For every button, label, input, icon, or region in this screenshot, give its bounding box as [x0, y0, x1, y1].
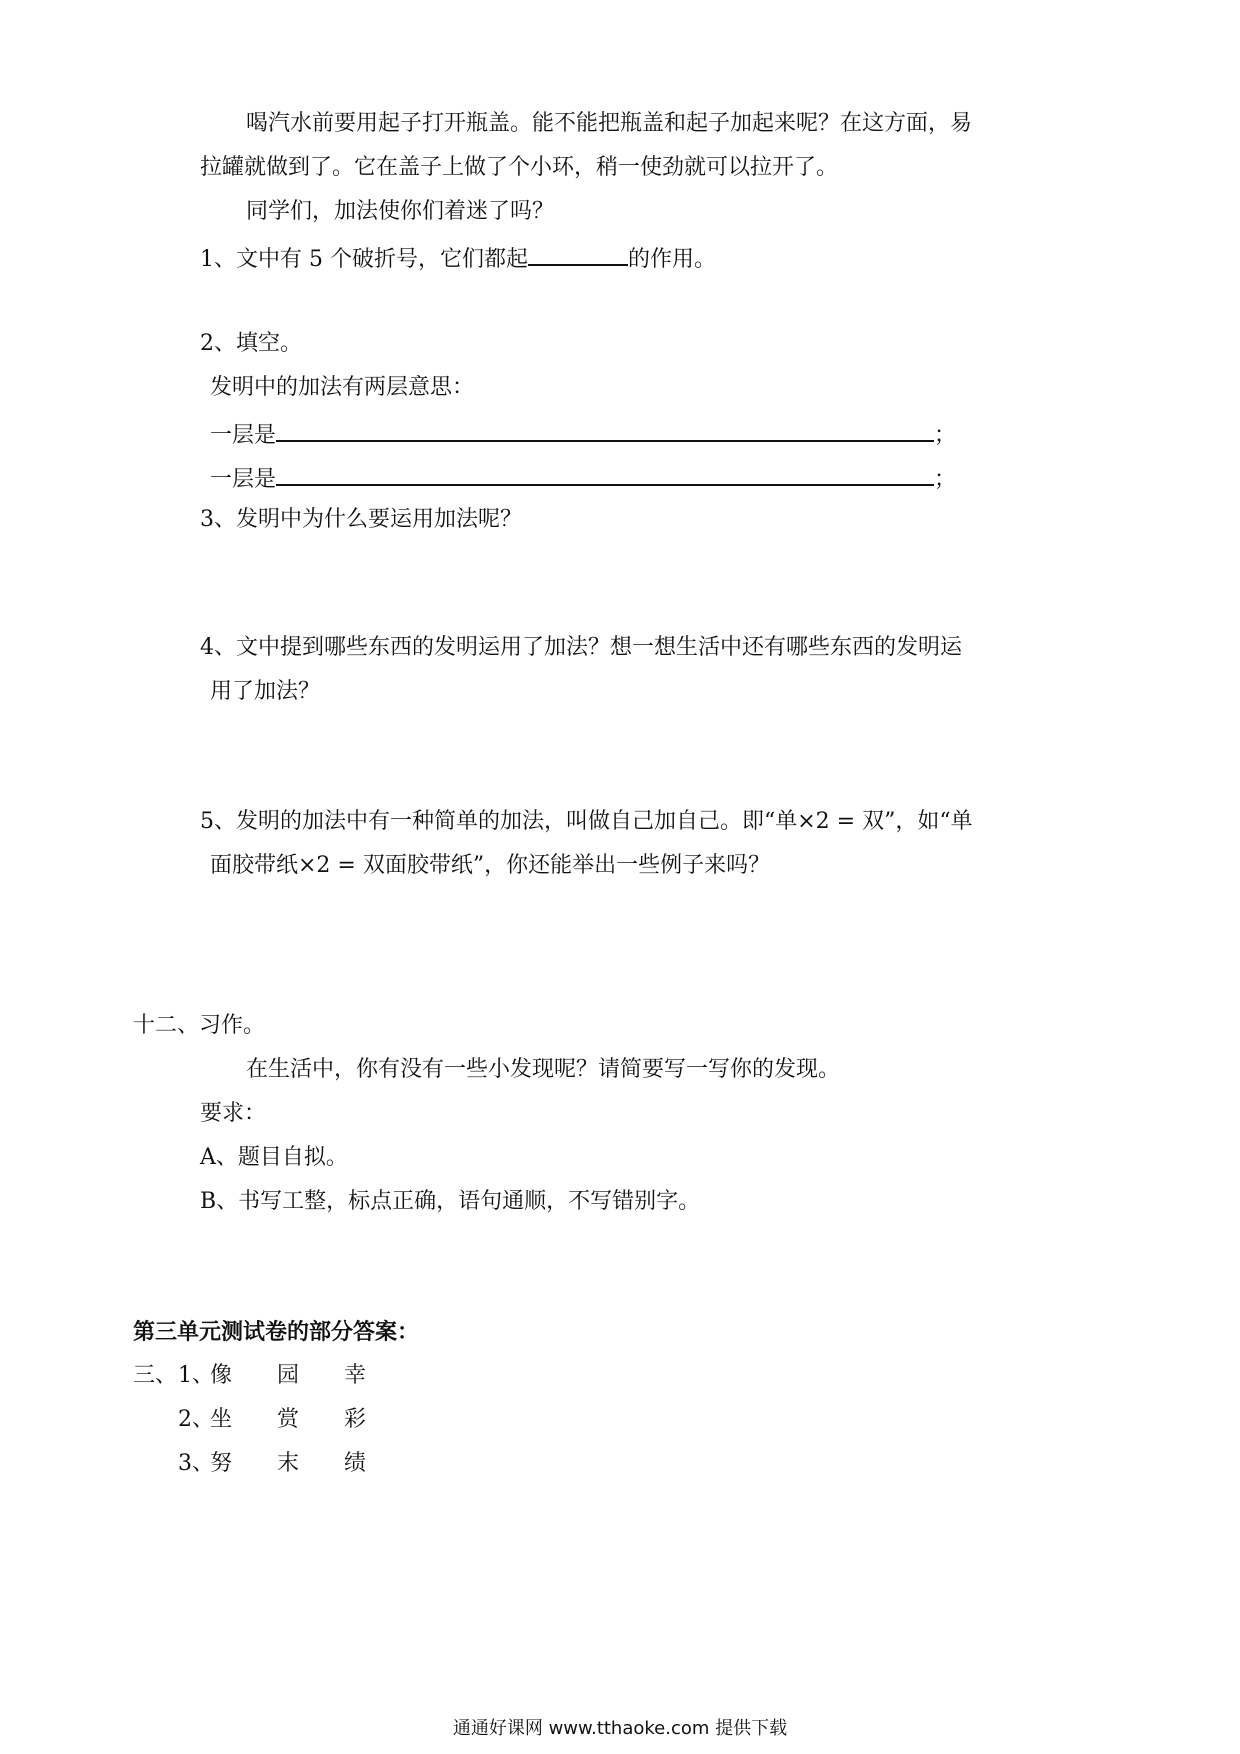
- passage-line: 喝汽水前要用起子打开瓶盖。能不能把瓶盖和起子加起来呢？在这方面，易: [246, 111, 973, 136]
- answer-blank[interactable]: [276, 462, 934, 486]
- passage-line: 同学们，加法使你们着迷了吗？: [246, 199, 555, 224]
- answer-char: 幸: [344, 1363, 367, 1388]
- composition-requirement-a: A、题目自拟。: [200, 1145, 348, 1170]
- question-1-text: 1、文中有 5 个破折号，它们都起: [200, 247, 528, 272]
- answer-blank[interactable]: [528, 242, 628, 266]
- answer-char: 彩: [344, 1407, 367, 1432]
- page-footer: 通通好课网 www.tthaoke.com 提供下载: [452, 1718, 788, 1739]
- answer-blank[interactable]: [276, 418, 934, 442]
- question-5-line: 5、发明的加法中有一种简单的加法，叫做自己加自己。即“单×2 = 双”，如“单: [200, 809, 973, 834]
- answer-char: 像: [210, 1363, 233, 1388]
- answer-char: 绩: [344, 1451, 367, 1476]
- answer-char: 园: [277, 1363, 300, 1388]
- question-5-line: 面胶带纸×2 = 双面胶带纸”，你还能举出一些例子来吗？: [210, 853, 771, 878]
- composition-prompt: 在生活中，你有没有一些小发现呢？请简要写一写你的发现。: [246, 1057, 841, 1082]
- question-4-line: 用了加法？: [210, 679, 321, 704]
- passage-line: 拉罐就做到了。它在盖子上做了个小环，稍一使劲就可以拉开了。: [200, 155, 839, 180]
- composition-heading: 十二、习作。: [133, 1013, 266, 1038]
- question-2-intro: 发明中的加法有两层意思：: [210, 375, 475, 400]
- question-2-line-end: ；: [934, 467, 957, 492]
- question-2-line-1: [210, 418, 956, 450]
- question-4-line: 4、文中提到哪些东西的发明运用了加法？想一想生活中还有哪些东西的发明运: [200, 635, 962, 660]
- question-3: 3、发明中为什么要运用加法呢？: [200, 507, 522, 532]
- composition-requirements-label: 要求：: [200, 1101, 267, 1126]
- answer-row-number: 2、: [178, 1407, 214, 1432]
- answer-row-number: 1、: [178, 1363, 214, 1388]
- answer-row-number: 3、: [178, 1451, 214, 1476]
- question-2-line-2: [210, 462, 956, 494]
- question-1-text-end: 的作用。: [627, 247, 716, 272]
- answers-title: 第三单元测试卷的部分答案：: [133, 1319, 420, 1345]
- answer-char: 赏: [277, 1407, 300, 1432]
- answer-char: 坐: [210, 1407, 233, 1432]
- question-2-line-label: 一层是: [210, 423, 277, 448]
- answer-char: 努: [210, 1451, 233, 1476]
- question-2-line-end: ；: [934, 423, 957, 448]
- question-2-line-label: 一层是: [210, 467, 277, 492]
- question-1: [200, 242, 716, 274]
- question-2-title: 2、填空。: [200, 331, 302, 356]
- composition-requirement-b: B、书写工整，标点正确，语句通顺，不写错别字。: [200, 1189, 701, 1214]
- answers-section-prefix: 三、: [133, 1363, 178, 1388]
- answer-char: 末: [277, 1451, 300, 1476]
